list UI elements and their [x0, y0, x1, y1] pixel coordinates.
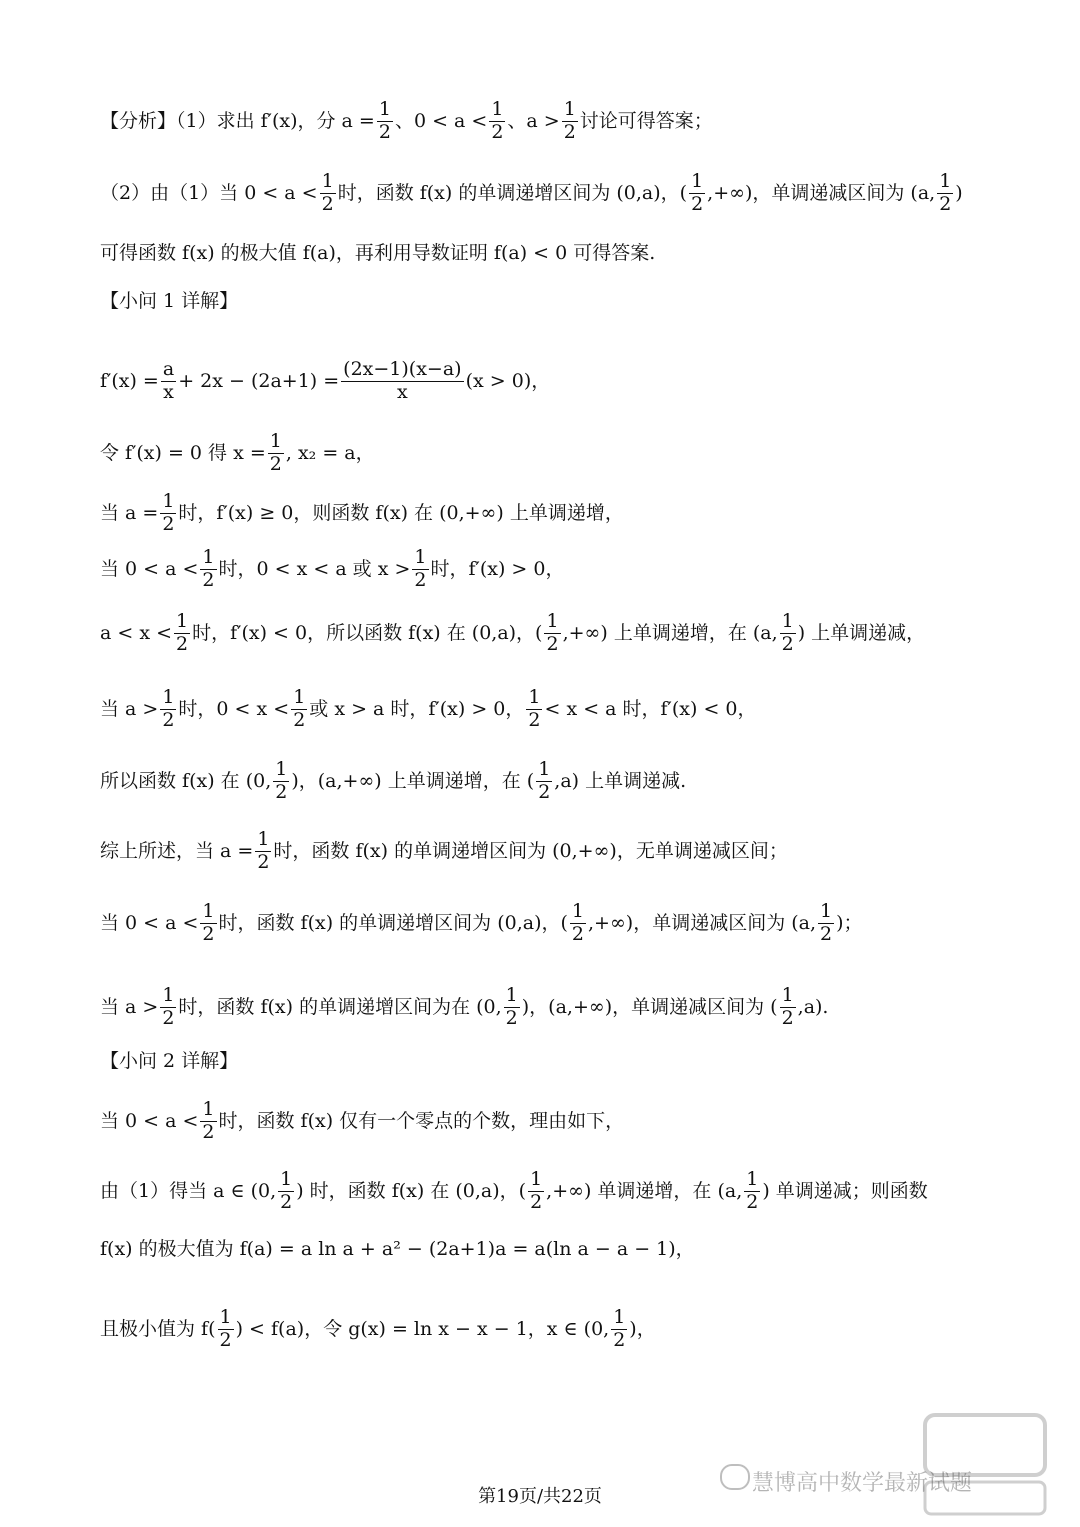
- text-line-l10: 当 a > $\frac{1}{2}$ 时，0 < x < $\frac{1}{2}$ 或 x > a 时，f′(x) > 0， $\frac{1}{2}$ < x < a 时，f′(x) < 0，: [100, 686, 757, 731]
- text-line-l3: 可得函数 f(x) 的极大值 f(a)，再利用导数证明 f(a) < 0 可得答案.: [100, 242, 656, 264]
- wechat-icon: [720, 1464, 750, 1490]
- watermark-logo: [920, 1410, 1050, 1520]
- text-line-l2: （2）由（1）当 0 < a < $\frac{1}{2}$ 时，函数 f(x) 的单调递增区间为 (0,a)，( $\frac{1}{2}$ ,+∞)，单调递减区间为 (a, $\frac{1}{2}$ ): [100, 170, 963, 215]
- text-line-l4: 【小问 1 详解】: [100, 290, 239, 312]
- text-line-l14: 当 a > $\frac{1}{2}$ 时，函数 f(x) 的单调递增区间为在 (0, $\frac{1}{2}$ )，(a,+∞)，单调递减区间为 ( $\frac{1}{2}$ ,a).: [100, 984, 829, 1029]
- text-line-l9: a < x < $\frac{1}{2}$ 时，f′(x) < 0，所以函数 f(x) 在 (0,a)，( $\frac{1}{2}$ ,+∞) 上单调递增，在 (a, $\frac{1}{2}$ ) 上单调递减，: [100, 610, 926, 655]
- text-line-l17: 由（1）得当 a ∈ (0, $\frac{1}{2}$ ) 时，函数 f(x) 在 (0,a)，( $\frac{1}{2}$ ,+∞) 单调递增，在 (a, $\frac{1}{2}$ ) 单调递减；则函数: [100, 1168, 928, 1213]
- text-line-l11: 所以函数 f(x) 在 (0, $\frac{1}{2}$ )，(a,+∞) 上单调递增，在 ( $\frac{1}{2}$ ,a) 上单调递减.: [100, 758, 687, 803]
- text-line-l1: 【分析】（1）求出 f′(x)，分 a = $\frac{1}{2}$ 、0 < a < $\frac{1}{2}$ 、a > $\frac{1}{2}$ 讨论可得答案；: [100, 98, 713, 143]
- watermark-text: 慧博高中数学最新试题: [752, 1471, 973, 1496]
- text-line-l18: f(x) 的极大值为 f(a) = a ln a + a² − (2a+1)a = a(ln a − a − 1)，: [100, 1238, 695, 1260]
- page-number: 第19页/共22页: [478, 1486, 602, 1507]
- text-line-l5: f′(x) = $\frac{a}{x}$ + 2x − (2a+1) = $\frac{(2x-1)(x-a)}{x}$ (x > 0)，: [100, 358, 551, 403]
- text-line-l15: 【小问 2 详解】: [100, 1050, 239, 1072]
- text-line-l13: 当 0 < a < $\frac{1}{2}$ 时，函数 f(x) 的单调递增区间为 (0,a)，( $\frac{1}{2}$ ,+∞)，单调递减区间为 (a, $\frac{1}{2}$ )；: [100, 900, 863, 945]
- text-line-l7: 当 a = $\frac{1}{2}$ 时，f′(x) ≥ 0，则函数 f(x) 在 (0,+∞) 上单调递增，: [100, 490, 624, 535]
- text-line-l16: 当 0 < a < $\frac{1}{2}$ 时，函数 f(x) 仅有一个零点的个数，理由如下，: [100, 1098, 625, 1143]
- text-line-l6: 令 f′(x) = 0 得 x = $\frac{1}{2}$ , x₂ = a，: [100, 430, 375, 475]
- text-line-l8: 当 0 < a < $\frac{1}{2}$ 时，0 < x < a 或 x > $\frac{1}{2}$ 时，f′(x) > 0，: [100, 546, 565, 591]
- text-line-l12: 综上所述，当 a = $\frac{1}{2}$ 时，函数 f(x) 的单调递增区间为 (0,+∞)，无单调递减区间；: [100, 828, 788, 873]
- text-line-l19: 且极小值为 f( $\frac{1}{2}$ ) < f(a)，令 g(x) = ln x − x − 1，x ∈ (0, $\frac{1}{2}$ )，: [100, 1306, 656, 1351]
